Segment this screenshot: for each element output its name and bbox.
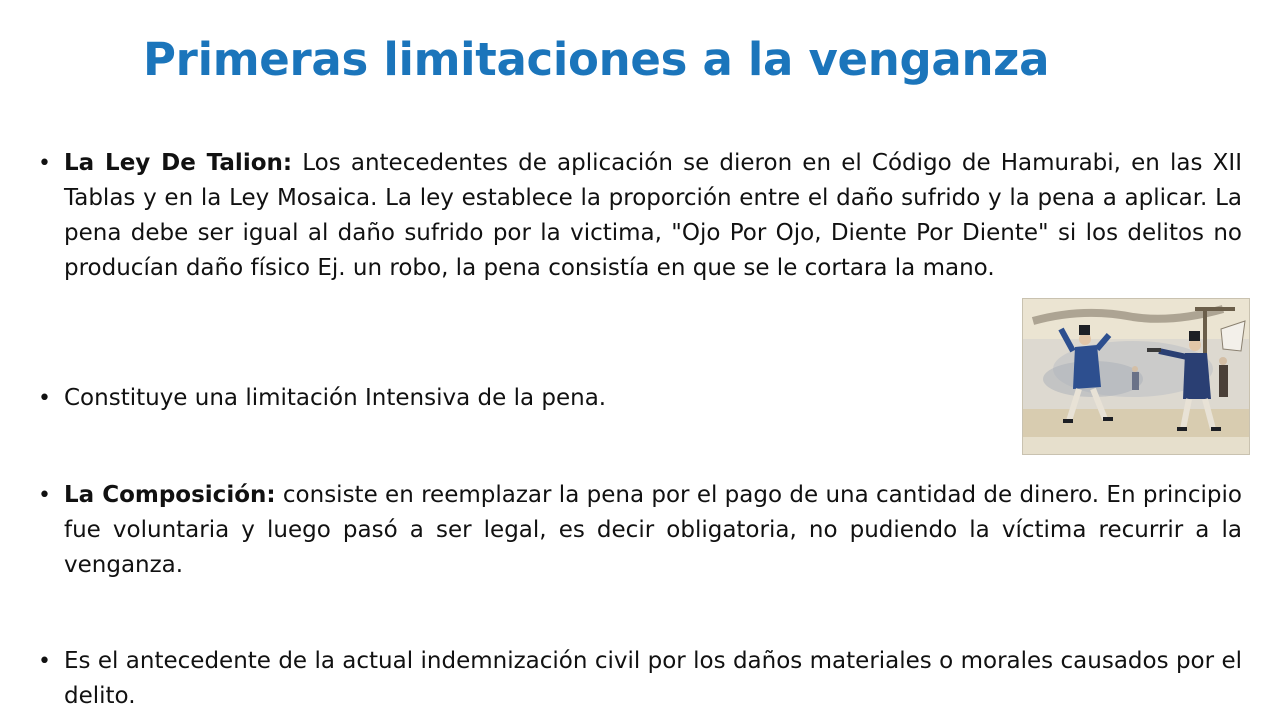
bullet-lead: La Ley De Talion: — [64, 150, 293, 176]
bullet-composicion — [38, 478, 1242, 583]
bullet-text — [64, 478, 1242, 583]
bullet-dot: • — [38, 386, 51, 411]
duel-caricature-image — [1023, 299, 1249, 454]
bullet-body: Es el antecedente de la actual indemnización civil por los daños materiales o morales causados por el delito. — [64, 648, 1242, 709]
bullet-text — [64, 381, 964, 416]
bullet-body: Constituye una limitación Intensiva de la pena. — [64, 385, 607, 411]
bullet-text — [64, 644, 1242, 714]
bullet-body: consiste en reemplazar la pena por el pago de una cantidad de dinero. En principio fue voluntaria y luego pasó a ser legal, es decir obligatoria, no pudiendo la víctima recurrir a la venganza. — [64, 482, 1242, 578]
bullet-dot: • — [38, 151, 51, 176]
bullet-text — [64, 146, 1242, 286]
slide-title: Primeras limitaciones a la venganza — [143, 33, 1050, 86]
duel-illustration — [1022, 298, 1250, 455]
bullet-limitacion-intensiva — [38, 381, 964, 416]
bullet-dot: • — [38, 649, 51, 674]
bullet-indemnizacion — [38, 644, 1242, 714]
bullet-dot: • — [38, 483, 51, 508]
bullet-lead: La Composición: — [64, 482, 276, 508]
bullet-ley-talion — [38, 146, 1242, 286]
bullet-body: Los antecedentes de aplicación se dieron en el Código de Hamurabi, en las XII Tablas y en la Ley Mosaica. La ley establece la proporción entre el daño sufrido y la pena a aplicar. La pena debe ser igual al daño sufrido por la victima, "Ojo Por Ojo, Diente Por Diente" si los delitos no producían daño físico Ej. un robo, la pena consistía en que se le cortara la mano. — [64, 150, 1242, 281]
